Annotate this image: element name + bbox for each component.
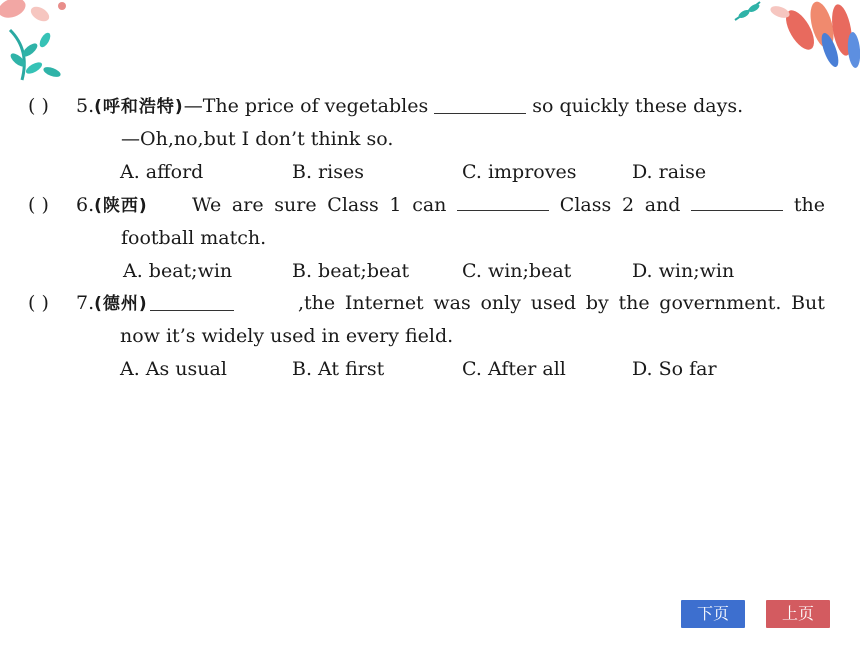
question-source: (呼和浩特): [94, 97, 184, 117]
word: the: [793, 194, 825, 216]
option-d: D. raise: [632, 161, 707, 183]
question-line-1: [192, 192, 825, 218]
question-source: (德州): [94, 294, 148, 314]
word: can: [412, 194, 447, 216]
answer-paren: ( ): [28, 292, 49, 314]
question-text-post: so quickly these days.: [532, 95, 744, 117]
question-line-2: football match.: [121, 227, 267, 249]
option-b: B. rises: [292, 161, 364, 183]
question-number: 6.: [76, 194, 95, 216]
word: only: [480, 292, 521, 314]
word: Internet: [344, 292, 424, 314]
option-a: A. beat;win: [123, 260, 233, 282]
question-number-source: [76, 192, 148, 219]
option-d: D. So far: [632, 358, 717, 380]
option-a: A. afford: [120, 161, 204, 183]
question-line-2: —Oh,no,but I don’t think so.: [121, 128, 394, 150]
option-d: D. win;win: [632, 260, 735, 282]
option-b: B. At first: [292, 358, 385, 380]
question-number-source: [76, 290, 236, 317]
answer-paren: ( ): [28, 95, 49, 117]
word: government.: [659, 292, 782, 314]
word: the: [618, 292, 650, 314]
word: and: [644, 194, 681, 216]
option-c: C. win;beat: [462, 260, 572, 282]
word: sure: [274, 194, 317, 216]
question-text-pre: —The price of vegetables: [183, 95, 429, 117]
floral-decoration-left-icon: [0, 0, 80, 90]
word: by: [585, 292, 609, 314]
question-line-2: now it’s widely used in every field.: [120, 325, 454, 347]
answer-blank: [434, 95, 526, 114]
floral-decoration-right-icon: [730, 0, 860, 75]
word: But: [791, 292, 825, 314]
option-a: A. As usual: [120, 358, 227, 380]
word: ,the: [298, 292, 336, 314]
next-page-button[interactable]: 下页: [681, 600, 745, 628]
option-c: C. After all: [462, 358, 566, 380]
answer-paren: ( ): [28, 194, 49, 216]
question-source: (陕西): [94, 196, 148, 216]
word: Class: [559, 194, 612, 216]
answer-blank-1: [457, 192, 549, 211]
question-line-1: [76, 93, 743, 120]
answer-blank-2: [691, 192, 783, 211]
question-number: 5.: [76, 95, 95, 117]
word: 2: [621, 194, 635, 216]
word: are: [231, 194, 264, 216]
word: 1: [389, 194, 402, 216]
question-line-1: [298, 290, 825, 316]
word: We: [192, 194, 222, 216]
previous-page-button[interactable]: 上页: [766, 600, 830, 628]
question-number: 7.: [76, 292, 95, 314]
word: was: [433, 292, 471, 314]
option-c: C. improves: [462, 161, 577, 183]
option-b: B. beat;beat: [292, 260, 410, 282]
word: Class: [327, 194, 379, 216]
word: used: [530, 292, 577, 314]
answer-blank: [150, 292, 234, 311]
